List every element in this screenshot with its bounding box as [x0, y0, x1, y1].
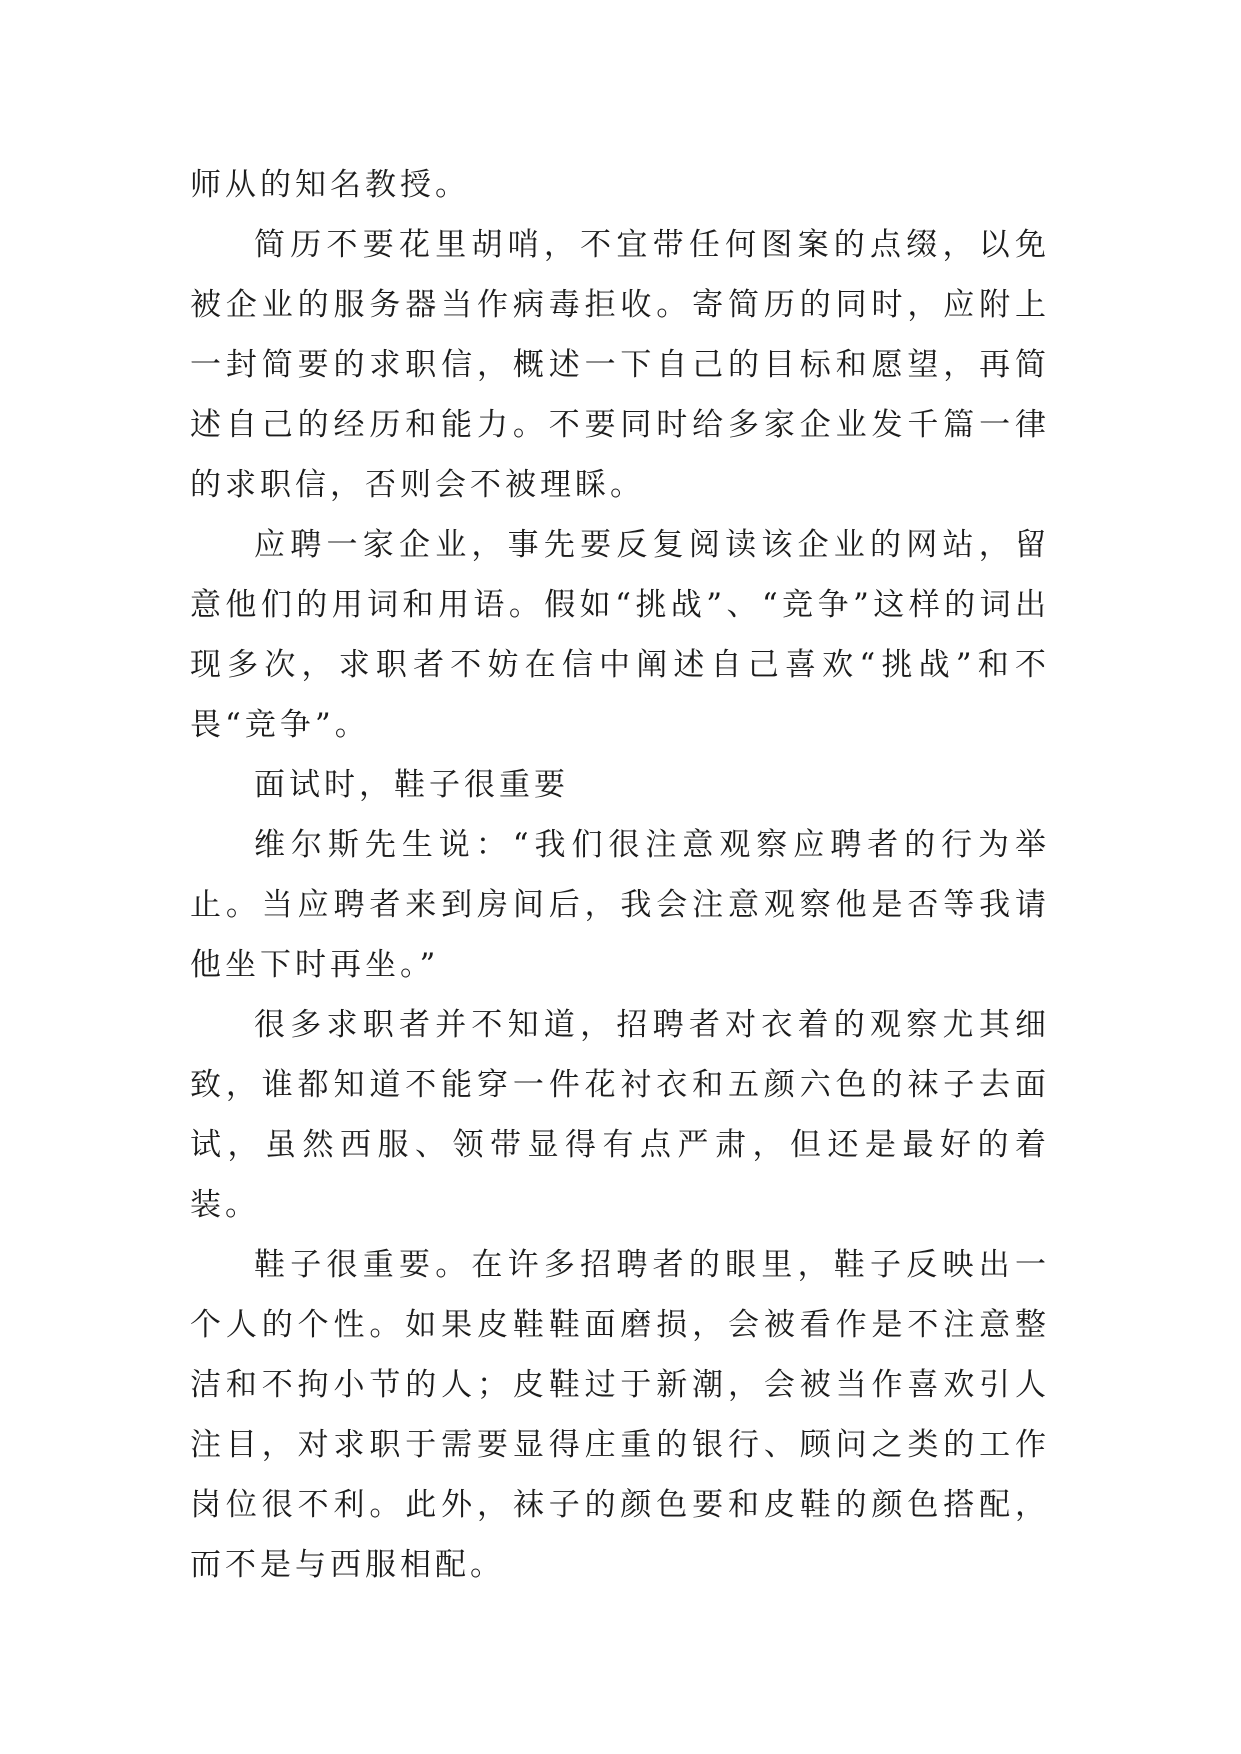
- paragraph-company-research: 应聘一家企业，事先要反复阅读该企业的网站，留意他们的用词和用语。假如“挑战”、“竞争”这样的词出现多次，求职者不妨在信中阐述自己喜欢“挑战”和不畏“竞争”。: [190, 527, 1050, 743]
- paragraph-shoes: 鞋子很重要。在许多招聘者的眼里，鞋子反映出一个人的个性。如果皮鞋鞋面磨损，会被看作是不注意整洁和不拘小节的人；皮鞋过于新潮，会被当作喜欢引人注目，对求职于需要显得庄重的银行、顾问之类的工作岗位很不利。此外，袜子的颜色要和皮鞋的颜色搭配，而不是与西服相配。: [190, 1247, 1050, 1583]
- paragraph-continuation: 师从的知名教授。: [190, 167, 470, 203]
- section-heading: 面试时，鞋子很重要: [254, 767, 569, 803]
- paragraph-attire: 很多求职者并不知道，招聘者对衣着的观察尤其细致，谁都知道不能穿一件花衬衣和五颜六色的袜子去面试，虽然西服、领带显得有点严肃，但还是最好的着装。: [190, 1007, 1050, 1223]
- paragraph-resume-advice: 简历不要花里胡哨，不宜带任何图案的点缀，以免被企业的服务器当作病毒拒收。寄简历的同时，应附上一封简要的求职信，概述一下自己的目标和愿望，再简述自己的经历和能力。不要同时给多家企业发千篇一律的求职信，否则会不被理睬。: [190, 227, 1050, 503]
- document-body: [190, 155, 1050, 1595]
- paragraph-quote: 维尔斯先生说：“我们很注意观察应聘者的行为举止。当应聘者来到房间后，我会注意观察他是否等我请他坐下时再坐。”: [190, 827, 1050, 983]
